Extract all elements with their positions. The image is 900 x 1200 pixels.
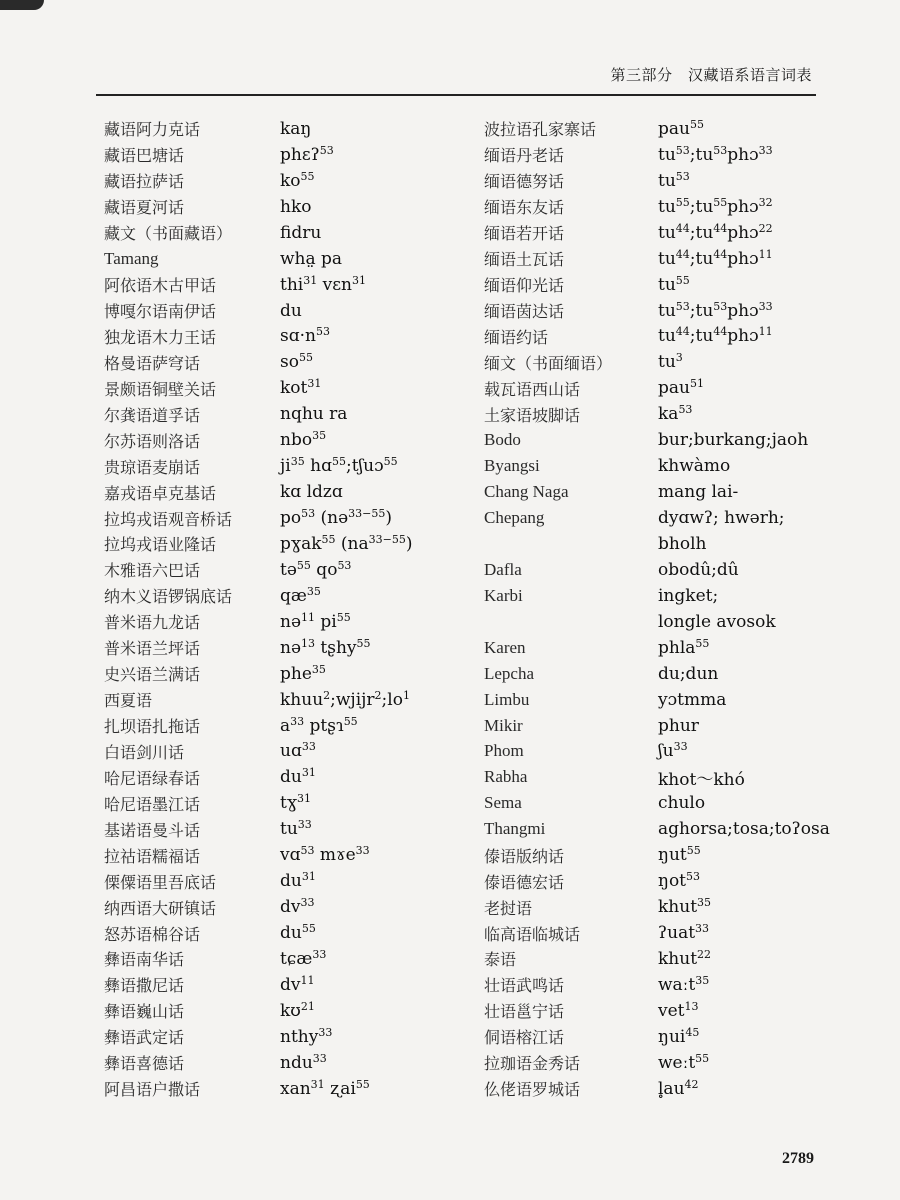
word-form: ŋut$^{55}$: [658, 844, 701, 866]
word-form: weːt$^{55}$: [658, 1051, 710, 1073]
word-form: $tu^{53}$: [658, 169, 690, 191]
word-entry-row: [104, 116, 474, 142]
language-name: 缅语德努话: [484, 172, 565, 192]
word-form: bur;burkang;jaoh: [658, 430, 809, 451]
word-form: khut$^{35}$: [658, 896, 712, 918]
word-entry-row: [484, 505, 844, 531]
word-entry-row: [104, 739, 474, 765]
language-name: Thangmi: [484, 819, 546, 839]
language-name: 嘉戎语卓克基话: [104, 483, 217, 503]
word-form: ʃu$^{33}$: [658, 740, 688, 762]
word-entry-row: [104, 816, 474, 842]
language-name: 载瓦语西山话: [484, 379, 581, 399]
word-entry-row: [104, 479, 474, 505]
language-name: Phom: [484, 741, 524, 761]
language-name: 拉珈语金秀话: [484, 1054, 581, 1074]
language-name: Chang Naga: [484, 482, 569, 502]
word-form: pɣak$^{55}$ $(na^{33-55})$: [280, 532, 413, 554]
word-entry-row: [484, 531, 844, 557]
word-entry-row: [484, 764, 844, 790]
language-name: 傈僳语里吾底话: [104, 872, 217, 892]
word-entry-row: [104, 375, 474, 401]
word-entry-row: [104, 349, 474, 375]
word-form: $du^{31}$: [280, 766, 316, 788]
language-name: Karen: [484, 637, 526, 657]
word-entry-row: [484, 687, 844, 713]
word-form: vɑ$^{53}$ mɤe$^{33}$: [280, 844, 370, 866]
language-name: 尔苏语则洛话: [104, 431, 201, 451]
word-entry-row: [104, 972, 474, 998]
language-name: 贵琼语麦崩话: [104, 457, 201, 477]
word-entry-row: [104, 142, 474, 168]
language-name: 格曼语萨穹话: [104, 353, 201, 373]
word-entry-row: [104, 453, 474, 479]
word-form: bholh: [658, 533, 707, 554]
word-form: $l̥au^{42}$: [658, 1077, 699, 1099]
word-form: tɣ$^{31}$: [280, 792, 312, 814]
word-entry-row: [484, 739, 844, 765]
word-form: nqhu ra: [280, 404, 348, 425]
word-form: thi$^{31}$ vɛn$^{31}$: [280, 273, 366, 295]
language-name: 白语剑川话: [104, 742, 185, 762]
language-name: Sema: [484, 793, 522, 813]
language-name: 彝语喜德话: [104, 1054, 185, 1074]
word-entry-row: [104, 713, 474, 739]
word-entry-row: [484, 401, 844, 427]
word-entry-row: [104, 790, 474, 816]
word-entry-row: [104, 998, 474, 1024]
page-number: 2789: [782, 1150, 814, 1167]
word-entry-row: [484, 868, 844, 894]
word-form: ŋui$^{45}$: [658, 1025, 700, 1047]
word-entry-row: [484, 453, 844, 479]
language-name: 尔龚语道孚话: [104, 405, 201, 425]
word-entry-row: [484, 635, 844, 661]
word-form: xan$^{31}$ ʐai$^{55}$: [280, 1077, 370, 1099]
word-entry-row: [104, 557, 474, 583]
word-form: mang lai-: [658, 482, 739, 503]
word-form: ʔuat$^{33}$: [658, 922, 710, 944]
language-name: 拉祜语糯福话: [104, 846, 201, 866]
word-form: $dv^{33}$: [280, 896, 315, 918]
language-name: 史兴语兰满话: [104, 665, 201, 685]
word-form: nbo$^{35}$: [280, 429, 327, 451]
word-form: $tu^{44};tu^{44}phɔ^{11}$: [658, 325, 773, 347]
language-name: Karbi: [484, 585, 523, 605]
language-name: 老挝语: [484, 898, 533, 918]
word-entry-row: [104, 401, 474, 427]
language-name: Bodo: [484, 430, 521, 450]
word-form: phɛʔ$^{53}$: [280, 143, 334, 165]
language-name: 侗语榕江话: [484, 1028, 565, 1048]
language-name: 缅语约话: [484, 327, 549, 347]
language-name: 土家语坡脚话: [484, 405, 581, 425]
word-entry-row: [484, 946, 844, 972]
word-form: tə$^{55}$ $qo^{53}$: [280, 558, 352, 580]
language-name: 木雅语六巴话: [104, 561, 201, 581]
word-form: nə$^{13}$ tʂhy$^{55}$: [280, 636, 371, 658]
word-form: $so^{55}$: [280, 351, 313, 373]
word-entry-row: [484, 920, 844, 946]
language-name: 普米语兰坪话: [104, 639, 201, 659]
word-entry-row: [484, 842, 844, 868]
language-name: 独龙语木力王话: [104, 327, 217, 347]
language-name: 缅语丹老话: [484, 146, 565, 166]
language-name: Dafla: [484, 559, 522, 579]
language-name: 傣语版纳话: [484, 846, 565, 866]
word-form: phur: [658, 715, 699, 736]
word-form: kaŋ: [280, 118, 312, 139]
language-name: 壮语邕宁话: [484, 1002, 565, 1022]
language-name: 藏语阿力克话: [104, 120, 201, 140]
language-name: 扎坝语扎拖话: [104, 717, 201, 737]
language-name: 藏语巴塘话: [104, 146, 185, 166]
language-name: 纳木义语锣锅底话: [104, 587, 233, 607]
language-name: 景颇语铜壁关话: [104, 379, 217, 399]
language-name: 临高语临城话: [484, 924, 581, 944]
language-name: 博嘎尔语南伊话: [104, 302, 217, 322]
language-name: 彝语南华话: [104, 950, 185, 970]
word-form: dyɑwʔ; hwərh;: [658, 508, 785, 529]
language-name: 阿昌语户撒话: [104, 1080, 201, 1100]
word-form: $du^{55}$: [280, 922, 316, 944]
word-form: kot$^{31}$: [280, 377, 322, 399]
language-name: Lepcha: [484, 663, 535, 683]
word-entry-row: [104, 531, 474, 557]
page-edge-shadow: [0, 0, 44, 10]
word-entry-row: [104, 894, 474, 920]
word-form: fidru: [280, 222, 322, 243]
language-name: 纳西语大研镇话: [104, 898, 217, 918]
word-entry-row: [104, 635, 474, 661]
word-entry-row: [104, 946, 474, 972]
language-name: 傣语德宏话: [484, 872, 565, 892]
word-entry-row: [104, 609, 474, 635]
word-form: kʊ$^{21}$: [280, 999, 315, 1021]
word-entry-row: [484, 972, 844, 998]
word-entry-row: [104, 194, 474, 220]
word-entry-row: [104, 505, 474, 531]
word-entry-row: [104, 220, 474, 246]
word-entry-row: [104, 764, 474, 790]
language-name: 彝语撒尼话: [104, 976, 185, 996]
word-entry-row: [104, 842, 474, 868]
word-form: $tu^{55};tu^{55}phɔ^{32}$: [658, 195, 773, 217]
word-entry-row: [484, 479, 844, 505]
word-form: $tu^{53};tu^{53}phɔ^{33}$: [658, 143, 773, 165]
right-column: [484, 116, 844, 1102]
language-name: 藏文（书面藏语）: [104, 224, 233, 244]
language-name: Byangsi: [484, 456, 540, 476]
word-entry-row: [104, 168, 474, 194]
language-name: 仫佬语罗城话: [484, 1080, 581, 1100]
word-entry-row: [104, 1024, 474, 1050]
word-form: wha̤ pa: [280, 248, 343, 269]
word-entry-row: [484, 220, 844, 246]
word-entry-row: [484, 116, 844, 142]
language-name: 壮语武鸣话: [484, 976, 565, 996]
word-entry-row: [484, 557, 844, 583]
language-name: 缅语东友话: [484, 198, 565, 218]
language-name: 藏语拉萨话: [104, 172, 185, 192]
word-entry-row: [484, 324, 844, 350]
word-entry-row: [484, 168, 844, 194]
word-entry-row: [104, 583, 474, 609]
language-name: 缅语茵达话: [484, 302, 565, 322]
language-name: 拉坞戎语业隆话: [104, 535, 217, 555]
word-entry-row: [484, 427, 844, 453]
language-name: 缅语仰光话: [484, 276, 565, 296]
word-entry-row: [484, 713, 844, 739]
language-name: 彝语巍山话: [104, 1002, 185, 1022]
language-name: 哈尼语墨江话: [104, 794, 201, 814]
word-form: khot～khó: [658, 769, 745, 790]
word-entry-row: [484, 272, 844, 298]
word-entry-row: [484, 194, 844, 220]
word-entry-row: [104, 1050, 474, 1076]
word-entry-row: [484, 998, 844, 1024]
language-name: 波拉语孔家寨话: [484, 120, 597, 140]
word-entry-row: [484, 816, 844, 842]
word-entry-row: [484, 661, 844, 687]
word-form: ŋot$^{53}$: [658, 870, 701, 892]
word-form: $ji^{35}$ hɑ$^{55}$;tʃuɔ$^{55}$: [280, 455, 398, 477]
word-entry-row: [484, 298, 844, 324]
running-header: [96, 60, 816, 96]
word-entry-row: [104, 920, 474, 946]
word-entry-row: [484, 790, 844, 816]
word-form: $du^{31}$: [280, 870, 316, 892]
word-form: yɔtmma: [658, 689, 727, 710]
word-form: $tu^{44};tu^{44}phɔ^{22}$: [658, 221, 773, 243]
language-name: 缅文（书面缅语）: [484, 353, 613, 373]
word-form: phla$^{55}$: [658, 636, 710, 658]
word-form: khut$^{22}$: [658, 947, 712, 969]
word-entry-row: [484, 246, 844, 272]
word-form: $a^{33}$ ptʂɿ$^{55}$: [280, 714, 358, 736]
language-name: Rabha: [484, 767, 528, 787]
word-form: $ka^{53}$: [658, 403, 693, 425]
language-name: 泰语: [484, 950, 517, 970]
word-entry-row: [484, 609, 844, 635]
word-form: du;dun: [658, 663, 719, 684]
word-entry-row: [104, 246, 474, 272]
word-form: $tu^3$: [658, 351, 683, 373]
word-form: tɕæ$^{33}$: [280, 947, 327, 969]
language-name: 缅语若开话: [484, 224, 565, 244]
word-form: kɑ ldzɑ: [280, 482, 343, 503]
word-entry-row: [484, 142, 844, 168]
word-form: khwàmo: [658, 456, 731, 477]
word-form: phe$^{35}$: [280, 662, 326, 684]
word-form: uɑ$^{33}$: [280, 740, 316, 762]
language-name: Tamang: [104, 248, 159, 268]
language-name: 基诺语曼斗话: [104, 820, 201, 840]
word-form: hko: [280, 196, 312, 217]
word-form: ndu$^{33}$: [280, 1051, 327, 1073]
word-entry-row: [484, 1050, 844, 1076]
word-entry-row: [484, 349, 844, 375]
word-form: $po^{53}$ (nə$^{33-55}$): [280, 507, 393, 529]
word-entry-row: [484, 1024, 844, 1050]
language-name: 缅语土瓦话: [484, 250, 565, 270]
language-name: 彝语武定话: [104, 1028, 185, 1048]
language-name: 怒苏语棉谷话: [104, 924, 201, 944]
language-name: Limbu: [484, 689, 530, 709]
word-form: pau$^{51}$: [658, 377, 704, 399]
word-form: nə$^{11}$ $pi^{55}$: [280, 610, 351, 632]
language-name: Chepang: [484, 508, 545, 528]
word-entry-row: [104, 687, 474, 713]
word-form: $sɑ\cdot n^{53}$: [280, 325, 330, 347]
word-form: $tu^{33}$: [280, 818, 312, 840]
word-entry-row: [104, 324, 474, 350]
language-name: 藏语夏河话: [104, 198, 185, 218]
word-entry-row: [484, 583, 844, 609]
word-form: $ko^{55}$: [280, 169, 315, 191]
language-name: 普米语九龙话: [104, 613, 201, 633]
word-form: nthy$^{33}$: [280, 1025, 333, 1047]
word-form: du: [280, 300, 302, 321]
word-form: $khuu^2;wjijr^2;lo^1$: [280, 688, 410, 710]
header-title: 第三部分 汉藏语系语言词表: [610, 66, 812, 84]
word-form: aghorsa;tosa;toʔosa: [658, 819, 830, 840]
word-form: longle avosok: [658, 611, 776, 632]
word-entry-row: [104, 868, 474, 894]
word-form: pau$^{55}$: [658, 117, 704, 139]
left-column: [104, 116, 474, 1102]
language-name: 哈尼语绿春话: [104, 768, 201, 788]
word-entry-row: [104, 427, 474, 453]
word-form: $tu^{44};tu^{44}phɔ^{11}$: [658, 247, 773, 269]
word-entry-row: [104, 661, 474, 687]
word-entry-row: [484, 375, 844, 401]
word-form: $tu^{53};tu^{53}phɔ^{33}$: [658, 299, 773, 321]
word-form: ingket;: [658, 585, 719, 606]
word-form: $qæ^{35}$: [280, 584, 321, 606]
word-form: waːt$^{35}$: [658, 973, 710, 995]
word-form: $tu^{55}$: [658, 273, 690, 295]
word-entry-row: [484, 1076, 844, 1102]
word-form: obodû;dû: [658, 559, 739, 580]
word-form: chulo: [658, 793, 706, 814]
word-entry-row: [104, 298, 474, 324]
language-name: 拉坞戎语观音桥话: [104, 509, 233, 529]
word-entry-row: [104, 1076, 474, 1102]
word-entry-row: [104, 272, 474, 298]
language-name: 西夏语: [104, 691, 153, 711]
word-form: $dv^{11}$: [280, 973, 315, 995]
language-name: 阿依语木古甲话: [104, 276, 217, 296]
word-entry-row: [484, 894, 844, 920]
language-name: Mikir: [484, 715, 523, 735]
word-form: vet$^{13}$: [658, 999, 699, 1021]
